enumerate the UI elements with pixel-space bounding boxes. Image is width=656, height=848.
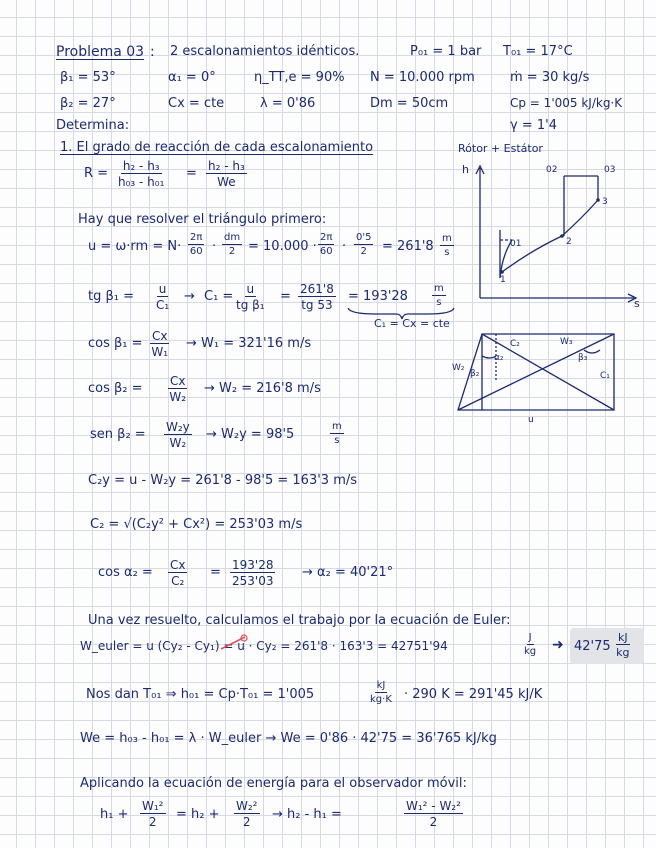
energy-frac-2-num: W₂²	[236, 799, 258, 813]
w-euler-unit-kj-num: kJ	[618, 631, 628, 644]
energy-lhs: h₁ +	[100, 807, 129, 822]
w2y-unit	[330, 422, 344, 446]
c1-result: = 193'28	[348, 289, 408, 304]
vt-label-beta2: β₂	[470, 369, 480, 379]
energy-mid: = h₂ +	[176, 807, 220, 822]
param-beta2: β₂ = 27°	[60, 96, 116, 111]
param-eta: η_TT,e = 90%	[254, 70, 345, 85]
w1-result: → W₁ = 321'16 m/s	[186, 336, 312, 351]
energy-frac-1-den: 2	[148, 815, 157, 829]
reaction-fraction-2-num: h₂ - h₃	[208, 159, 245, 173]
alpha2-result: → α₂ = 40'21°	[302, 565, 394, 580]
cos-alpha2-lhs: cos α₂ =	[98, 565, 153, 580]
param-p01: P₀₁ = 1 bar	[410, 44, 482, 59]
u-unit-den: s	[444, 247, 450, 258]
cos-alpha2-frac-2-den: 253'03	[232, 574, 274, 588]
u-frac-2pi-den: 60	[189, 246, 203, 257]
vt-label-c1: C₁	[600, 371, 610, 381]
tg-frac-2-den: tg β₁	[236, 298, 265, 312]
c1-lhs: C₁ =	[204, 289, 234, 304]
w-euler-unit-j	[524, 633, 536, 657]
energy-frac-3-num: W₁² - W₂²	[406, 799, 461, 813]
u-unit-num: m	[442, 233, 452, 244]
sen-beta2-frac-num: W₂y	[166, 420, 190, 434]
hs-label-01: 01	[510, 239, 522, 249]
cos-alpha2-frac-den: C₂	[171, 574, 185, 588]
energy-intro: Aplicando la ecuación de energía para el observador móvil:	[80, 776, 467, 791]
u-frac-05	[354, 233, 373, 257]
energy-arrow: → h₂ - h₁ =	[272, 807, 342, 822]
hs-label-03: 03	[604, 165, 616, 175]
w-euler-unit-j-den: kg	[524, 646, 537, 657]
param-alpha1: α₁ = 0°	[168, 70, 216, 85]
tg-equals: =	[280, 289, 291, 304]
energy-frac-2	[234, 800, 260, 828]
reaction-fraction-1	[118, 160, 164, 188]
reaction-equals: =	[186, 166, 197, 181]
t01-result: · 290 K = 291'45 kJ/K	[404, 687, 543, 702]
u-frac-05-num: 0'5	[356, 232, 372, 243]
hs-point-1	[500, 270, 504, 274]
u-frac-2pi-2-den: 60	[319, 246, 333, 257]
c2-line: C₂ = √(C₂y² + Cx²) = 253'03 m/s	[90, 517, 303, 532]
tg-beta1-lhs: tg β₁ =	[88, 289, 135, 304]
cos-alpha2-frac-2-num: 193'28	[232, 558, 274, 572]
cos-alpha2-frac	[168, 559, 187, 587]
cos-beta2-frac	[168, 375, 187, 403]
param-gamma: γ = 1'4	[510, 118, 557, 133]
u-eq-mid: = 10.000 ·	[248, 239, 317, 254]
question-1-title: 1. El grado de reacción de cada escalonamiento	[60, 140, 374, 155]
c1-unit-num: m	[434, 283, 444, 294]
u-frac-2pi-2	[318, 233, 334, 257]
we-line: We = h₀₃ - h₀₁ = λ · W_euler → We = 0'86 · 42'75 = 36'765 kJ/kg	[80, 731, 497, 746]
t01-unit-den: kg·K	[370, 694, 392, 705]
w-euler-unit-j-num: J	[528, 632, 532, 643]
vt-label-u: u	[528, 415, 534, 425]
tg-frac-2	[236, 283, 265, 311]
reaction-degree-lhs: R =	[84, 166, 109, 181]
energy-frac-1	[140, 800, 166, 828]
cos-beta2-frac-num: Cx	[170, 374, 186, 388]
hs-x-label: s	[634, 297, 640, 310]
c1-note: C₁ = Cx = cte	[374, 317, 450, 330]
hs-y-label: h	[462, 163, 469, 176]
vt-label-c2: C₂	[510, 339, 520, 349]
c1-unit-den: s	[436, 297, 442, 308]
energy-frac-3	[404, 800, 463, 828]
param-cp: Cp = 1'005 kJ/kg·K	[510, 96, 623, 110]
w-euler-kj-value: 42'75	[574, 639, 611, 654]
c2y-line: C₂y = u - W₂y = 261'8 - 98'5 = 163'3 m/s	[88, 473, 358, 488]
sen-beta2-lhs: sen β₂ =	[90, 427, 146, 442]
reaction-fraction-1-num: h₂ - h₃	[122, 159, 160, 173]
param-beta1: β₁ = 53°	[60, 70, 116, 85]
cos-beta2-lhs: cos β₂ =	[88, 381, 143, 396]
cos-alpha2-frac-num: Cx	[170, 558, 186, 572]
vt-c2-line	[482, 334, 614, 410]
w-euler-unit-kj-den: kg	[616, 646, 630, 659]
cos-beta2-frac-den: W₂	[169, 390, 187, 404]
cos-beta1-frac	[150, 330, 169, 358]
param-cx: Cx = cte	[168, 96, 225, 111]
tg-frac-3-num: 261'8	[300, 282, 334, 296]
w2-result: → W₂ = 216'8 m/s	[204, 381, 321, 396]
tg-arrow: →	[184, 289, 195, 304]
cy1-strike	[219, 634, 249, 652]
u-eq-result: = 261'8	[382, 239, 434, 254]
u-frac-05-den: 2	[360, 246, 367, 257]
hs-label-02: 02	[546, 165, 558, 175]
tg-frac-1	[156, 283, 169, 311]
w2y-unit-den: s	[334, 435, 340, 446]
hs-diagram	[462, 160, 642, 320]
u-unit	[440, 234, 454, 258]
hs-process-2-3	[562, 200, 598, 236]
u-frac-dm-num: dm	[224, 232, 241, 243]
u-frac-2pi-num: 2π	[190, 232, 203, 243]
param-dm: Dm = 50cm	[370, 96, 449, 111]
energy-frac-1-num: W₁²	[142, 799, 164, 813]
hs-label-3: 3	[602, 197, 608, 207]
param-N: N = 10.000 rpm	[370, 70, 475, 85]
cos-beta1-frac-den: W₁	[151, 345, 169, 359]
title-colon: :	[150, 44, 155, 60]
reaction-fraction-2	[206, 160, 247, 188]
tg-frac-3-den: tg 53	[301, 298, 333, 312]
euler-intro: Una vez resuelto, calculamos el trabajo por la ecuación de Euler:	[88, 613, 511, 628]
energy-frac-2-den: 2	[242, 815, 251, 829]
param-lambda: λ = 0'86	[260, 96, 316, 111]
hs-point-3	[596, 198, 600, 202]
sen-beta2-frac-den: W₂	[169, 436, 187, 450]
t01-unit-num: kJ	[376, 680, 386, 691]
w2y-unit-num: m	[332, 421, 342, 432]
tg-frac-3	[298, 283, 336, 311]
vt-label-alpha2: α₂	[494, 353, 504, 363]
u-dot-2: ·	[342, 239, 347, 254]
w2y-result: → W₂y = 98'5	[206, 427, 295, 442]
problem-description: 2 escalonamientos idénticos.	[170, 44, 360, 59]
u-frac-dm-den: 2	[228, 246, 236, 257]
hs-point-2	[560, 234, 564, 238]
vt-label-w2: W₂	[452, 363, 465, 373]
u-eq-lhs: u = ω·rm = N·	[88, 239, 182, 254]
w-euler-arrow: ➜	[552, 637, 564, 653]
cos-alpha2-equals: =	[210, 565, 221, 580]
tg-frac-1-num: u	[158, 282, 167, 296]
param-t01: T₀₁ = 17°C	[503, 44, 573, 59]
determina-label: Determina:	[56, 118, 130, 133]
w-euler-line: W_euler = u (Cy₂ - Cy₁) = u · Cy₂ = 261'8 · 163'3 = 42751'94	[80, 639, 448, 653]
t01-line: Nos dan T₀₁ ⇒ h₀₁ = Cp·T₀₁ = 1'005	[86, 687, 315, 702]
hs-label-1: 1	[500, 275, 506, 285]
u-dot: ·	[212, 239, 217, 254]
u-frac-2pi-2-num: 2π	[320, 232, 333, 243]
cos-beta1-frac-num: Cx	[152, 329, 168, 343]
w-euler-unit-kj	[616, 632, 630, 658]
triangle-intro: Hay que resolver el triángulo primero:	[78, 212, 327, 227]
vt-label-beta3: β₃	[578, 353, 588, 363]
cos-alpha2-frac-2	[230, 559, 275, 587]
cos-beta1-lhs: cos β₁ =	[88, 336, 143, 351]
param-mass-flow: ṁ = 30 kg/s	[510, 70, 590, 85]
vt-label-w3: W₃	[560, 337, 573, 347]
reaction-fraction-1-den: h₀₃ - h₀₁	[118, 175, 165, 189]
tg-frac-1-den: C₁	[156, 298, 170, 312]
c1-unit	[432, 284, 446, 308]
hs-label-2: 2	[566, 237, 572, 247]
tg-frac-2-num: u	[246, 282, 255, 296]
u-frac-2pi	[188, 233, 204, 257]
u-frac-dm	[222, 233, 242, 257]
t01-unit	[370, 681, 392, 705]
hs-diagram-title: Rótor + Estátor	[458, 142, 543, 155]
sen-beta2-frac	[164, 421, 192, 449]
problem-title: Problema 03	[56, 44, 145, 60]
reaction-fraction-2-den: We	[217, 175, 236, 189]
energy-frac-3-den: 2	[429, 815, 438, 829]
